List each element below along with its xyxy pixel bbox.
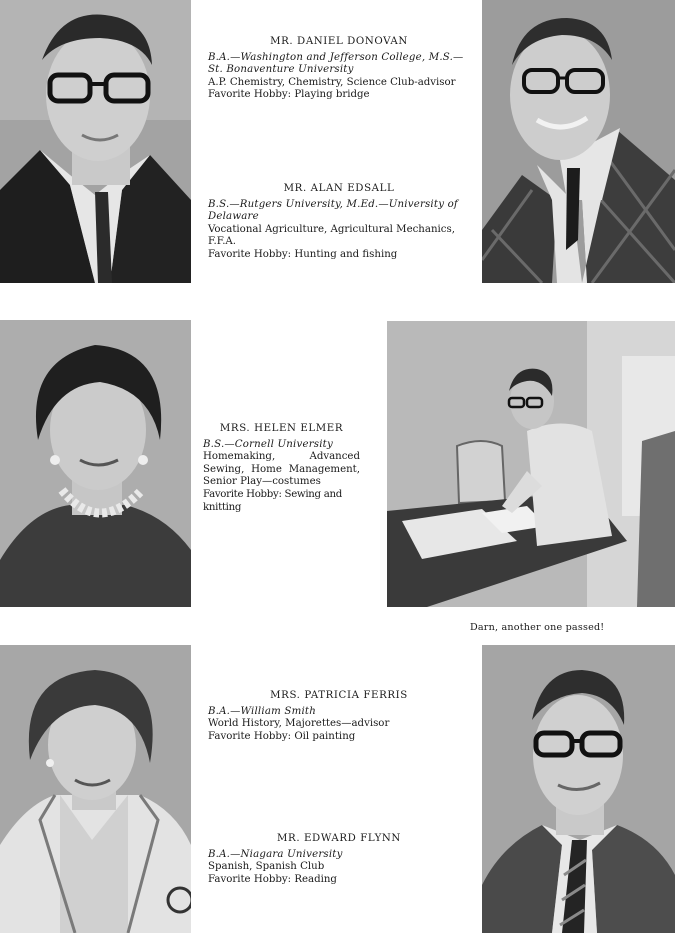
teacher-subjects: Homemaking, Advanced Sewing, Home Management, Senior Play—costumes bbox=[203, 451, 360, 488]
teacher-hobby: Favorite Hobby: Reading bbox=[208, 873, 337, 885]
teacher-degree: B.S.—Rutgers University, M.Ed.—University of Delaware bbox=[208, 198, 458, 223]
teacher-name: MRS. HELEN ELMER bbox=[219, 423, 344, 434]
teacher-hobby: Favorite Hobby: Oil painting bbox=[208, 730, 356, 742]
portrait-elmer bbox=[0, 320, 191, 607]
teacher-degree: B.S.—Cornell University bbox=[203, 438, 333, 450]
teacher-subjects: Vocational Agriculture, Agricultural Mechanics, F.F.A. bbox=[208, 223, 455, 248]
teacher-name: MRS. PATRICIA FERRIS bbox=[270, 690, 408, 701]
bio-edsall bbox=[208, 183, 470, 262]
portrait-edsall bbox=[482, 0, 675, 283]
teacher-hobby: Favorite Hobby: Playing bridge bbox=[208, 89, 370, 101]
teacher-name: MR. ALAN EDSALL bbox=[283, 183, 395, 194]
bio-flynn bbox=[208, 833, 470, 886]
bio-ferris bbox=[208, 690, 470, 743]
teacher-degree: B.A.—Washington and Jefferson College, M.S.—St. Bonaventure University bbox=[208, 51, 464, 76]
teacher-degree: B.A.—Niagara University bbox=[208, 848, 343, 860]
photo-caption: Darn, another one passed! bbox=[470, 622, 605, 633]
portrait-ferris bbox=[0, 645, 191, 933]
candid-photo-desk bbox=[387, 321, 675, 607]
teacher-degree: B.A.—William Smith bbox=[208, 705, 316, 717]
teacher-name: MR. DANIEL DONOVAN bbox=[270, 36, 408, 47]
teacher-subjects: A.P. Chemistry, Chemistry, Science Club-advisor bbox=[208, 76, 456, 88]
portrait-donovan bbox=[0, 0, 191, 283]
portrait-flynn bbox=[482, 645, 675, 933]
teacher-hobby: Favorite Hobby: Hunting and fishing bbox=[208, 248, 398, 260]
teacher-hobby: Favorite Hobby: Sewing and knitting bbox=[203, 488, 342, 513]
teacher-name: MR. EDWARD FLYNN bbox=[277, 833, 401, 844]
bio-elmer bbox=[203, 423, 360, 514]
teacher-subjects: World History, Majorettes—advisor bbox=[208, 718, 390, 730]
teacher-subjects: Spanish, Spanish Club bbox=[208, 861, 325, 873]
bio-donovan bbox=[208, 36, 470, 102]
